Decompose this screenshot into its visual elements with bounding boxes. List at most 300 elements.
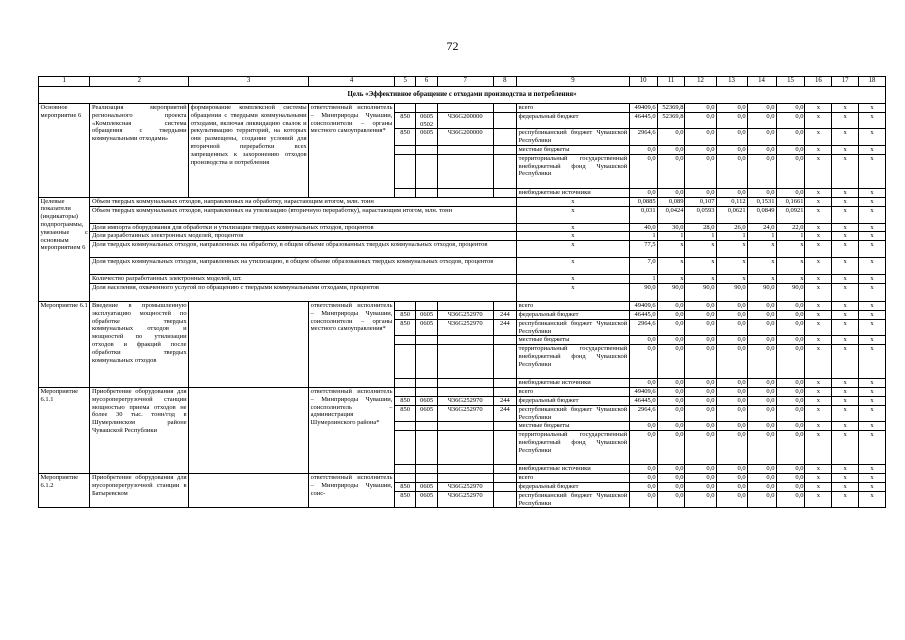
program-table <box>38 76 886 508</box>
value-cell: 0,0921 <box>776 206 805 223</box>
indicator-name: Количество разработанных электронных моделей, шт. <box>90 275 517 284</box>
value-cell: x <box>859 232 886 241</box>
value-cell: 0,0 <box>685 104 716 113</box>
value-cell: 0,0 <box>629 465 657 474</box>
value-cell: x <box>859 396 886 405</box>
value-cell: x <box>832 145 859 154</box>
value-cell: 0,0 <box>685 154 716 188</box>
funding-source: республиканский бюджет Чувашской Республики <box>518 319 628 335</box>
value-cell: x <box>805 232 832 241</box>
value-cell: 0,0 <box>657 379 685 388</box>
funding-source: республиканский бюджет Чувашской Республики <box>518 405 628 421</box>
value-cell: 1 <box>776 232 805 241</box>
code-cell: 244 <box>493 319 517 336</box>
value-cell: 52369,8 <box>657 104 685 113</box>
value-cell: x <box>832 283 859 301</box>
value-cell: x <box>832 188 859 197</box>
code-cell <box>493 379 517 388</box>
code-cell <box>493 387 517 396</box>
value-cell: x <box>859 422 886 431</box>
indicator-row <box>39 241 886 258</box>
funding-source: федеральный бюджет <box>517 112 630 129</box>
indicator-marker: x <box>517 232 630 241</box>
column-number: 2 <box>90 77 189 87</box>
value-cell: x <box>859 465 886 474</box>
value-cell: x <box>859 223 886 232</box>
value-cell: 0,0 <box>657 405 685 422</box>
value-cell: 0,0 <box>747 396 776 405</box>
value-cell: 0,0 <box>747 104 776 113</box>
code-cell <box>493 345 517 379</box>
value-cell: x <box>832 473 859 482</box>
value-cell: x <box>716 241 747 258</box>
code-cell <box>416 188 437 197</box>
value-cell: 0,0 <box>747 154 776 188</box>
value-cell: 90,0 <box>747 283 776 301</box>
value-cell: 46445,0 <box>629 396 657 405</box>
funding-source: республиканский бюджет Чувашской Республики <box>518 491 628 507</box>
code-cell <box>437 473 493 482</box>
event-label: Мероприятие 6.1 <box>39 301 90 387</box>
value-cell: 0,0 <box>685 422 716 431</box>
value-cell: 0,0 <box>657 154 685 188</box>
value-cell: 0,0 <box>716 319 747 336</box>
code-cell: 850 <box>394 129 415 146</box>
indicator-marker: x <box>517 275 630 284</box>
code-cell: 850 <box>394 112 415 129</box>
code-cell: 850 <box>394 482 415 491</box>
value-cell: x <box>657 275 685 284</box>
value-cell: x <box>716 275 747 284</box>
value-cell: x <box>805 104 832 113</box>
value-cell: x <box>859 301 886 310</box>
value-cell: x <box>859 379 886 388</box>
value-cell: x <box>776 258 805 275</box>
value-cell: x <box>859 197 886 206</box>
code-cell: 850 <box>394 491 415 508</box>
value-cell: 0,0 <box>657 310 685 319</box>
value-cell: x <box>805 145 832 154</box>
value-cell: 0,0 <box>776 154 805 188</box>
code-cell <box>394 473 415 482</box>
code-cell <box>394 465 415 474</box>
value-cell: x <box>859 283 886 301</box>
value-cell: x <box>832 336 859 345</box>
code-cell: Ч36G200000 <box>437 129 493 146</box>
value-cell: 0,0424 <box>657 206 685 223</box>
value-cell: 2964,6 <box>629 129 657 146</box>
column-number: 16 <box>805 77 832 87</box>
code-cell <box>437 379 493 388</box>
value-cell: 0,031 <box>629 206 657 223</box>
column-number-row <box>39 77 886 87</box>
value-cell: x <box>859 129 886 146</box>
code-cell <box>437 336 493 345</box>
value-cell: x <box>832 465 859 474</box>
column-number: 6 <box>416 77 437 87</box>
value-cell: 0,0 <box>685 336 716 345</box>
value-cell: 0,0 <box>776 465 805 474</box>
value-cell: x <box>859 241 886 258</box>
value-cell: 0,0 <box>629 422 657 431</box>
value-cell: x <box>685 258 716 275</box>
column-number: 10 <box>629 77 657 87</box>
value-cell: x <box>832 301 859 310</box>
event-name: Реализация мероприятий регионального проекта «Комплексная система обращения с твердыми коммунальными отходами» <box>90 104 189 198</box>
value-cell: 0,0 <box>629 336 657 345</box>
value-cell: 0,0 <box>747 405 776 422</box>
indicator-row <box>39 275 886 284</box>
code-cell: Ч36G252970 <box>437 491 493 508</box>
event-name: Введение в промышленную эксплуатацию мощностей по обработке твердых коммунальных отходов и мощностей по утилизации отходов и фракций после обработки твердых коммунальных отходов <box>90 301 189 387</box>
value-cell: 0,0 <box>776 301 805 310</box>
column-number: 15 <box>776 77 805 87</box>
value-cell: x <box>832 241 859 258</box>
column-number: 9 <box>517 77 630 87</box>
code-cell <box>394 188 415 197</box>
value-cell: x <box>832 310 859 319</box>
value-cell: 0,112 <box>716 197 747 206</box>
value-cell: 1 <box>657 232 685 241</box>
value-cell: x <box>805 396 832 405</box>
code-cell <box>437 145 493 154</box>
code-cell: 244 <box>493 310 517 319</box>
value-cell: 24,0 <box>747 223 776 232</box>
value-cell: x <box>776 275 805 284</box>
value-cell: x <box>859 405 886 422</box>
code-cell: 0605 <box>416 482 437 491</box>
value-cell: 46445,0 <box>629 112 657 129</box>
value-cell: x <box>832 258 859 275</box>
value-cell: 0,0 <box>629 473 657 482</box>
column-number: 1 <box>39 77 90 87</box>
value-cell: 0,0 <box>629 482 657 491</box>
value-cell: 0,0 <box>776 319 805 336</box>
code-cell <box>437 345 493 379</box>
code-cell: 244 <box>493 396 517 405</box>
value-cell: x <box>805 473 832 482</box>
code-cell: Ч36G200000 <box>437 112 493 129</box>
value-cell: 0,0 <box>629 154 657 188</box>
value-cell: 0,0 <box>776 188 805 197</box>
event-executor: ответственный исполнитель – Минприроды Чувашии, соисполнители – органы местного самоуправления* <box>309 104 395 198</box>
value-cell: x <box>657 241 685 258</box>
value-cell: x <box>832 345 859 379</box>
value-cell: 0,0 <box>716 154 747 188</box>
value-cell: x <box>805 422 832 431</box>
code-cell: 850 <box>394 396 415 405</box>
indicator-name: Доля разработанных электронных моделей, процентов <box>90 232 517 241</box>
column-number: 7 <box>437 77 493 87</box>
value-cell: 0,0 <box>657 345 685 379</box>
value-cell: 0,0 <box>747 387 776 396</box>
value-cell: 0,0 <box>716 431 747 465</box>
value-cell: x <box>832 431 859 465</box>
value-cell: 1 <box>747 232 776 241</box>
funding-row <box>39 104 886 113</box>
column-number: 12 <box>685 77 716 87</box>
value-cell: 0,0 <box>716 336 747 345</box>
value-cell: 0,0 <box>747 188 776 197</box>
value-cell: x <box>832 319 859 336</box>
page-number: 72 <box>446 39 459 53</box>
value-cell: 0,107 <box>685 197 716 206</box>
value-cell: 26,0 <box>716 223 747 232</box>
value-cell: x <box>859 145 886 154</box>
code-cell <box>416 301 437 310</box>
event-label: Мероприятие 6.1.1 <box>39 387 90 473</box>
value-cell: x <box>716 258 747 275</box>
column-number: 8 <box>493 77 517 87</box>
value-cell: x <box>805 345 832 379</box>
funding-row <box>39 387 886 396</box>
indicator-row <box>39 258 886 275</box>
event-label: Мероприятие 6.1.2 <box>39 473 90 507</box>
code-cell <box>394 301 415 310</box>
value-cell: 0,0 <box>776 387 805 396</box>
value-cell: 0,0 <box>716 112 747 129</box>
value-cell: 22,0 <box>776 223 805 232</box>
value-cell: 49409,6 <box>629 301 657 310</box>
code-cell <box>416 387 437 396</box>
indicator-marker: x <box>517 197 630 206</box>
code-cell <box>394 422 415 431</box>
value-cell: x <box>832 422 859 431</box>
indicator-name: Доля населения, охваченного услугой по обращению с твердыми коммунальными отходами, процентов <box>90 283 517 301</box>
value-cell: x <box>859 310 886 319</box>
value-cell: x <box>805 241 832 258</box>
code-cell <box>394 431 415 465</box>
value-cell: x <box>859 319 886 336</box>
funding-source: всего <box>517 473 630 482</box>
code-cell: 0605 <box>416 396 437 405</box>
value-cell: 0,0 <box>776 104 805 113</box>
value-cell: x <box>832 154 859 188</box>
value-cell: x <box>805 258 832 275</box>
value-cell: x <box>805 431 832 465</box>
indicator-marker: x <box>517 258 630 275</box>
value-cell: 0,0 <box>685 145 716 154</box>
value-cell: x <box>805 275 832 284</box>
value-cell: 0,0 <box>629 491 657 508</box>
event-name: Приобретение оборудования для мусороперегрузочной станции мощностью приема отходов не более 30 тыс. тонн/год в Шумерлинском районе Чувашской Республики <box>90 387 189 473</box>
value-cell: x <box>859 473 886 482</box>
event-description: формирование комплексной системы обращения с твердыми коммунальными отходами, включая ликвидацию свалок и рекультивацию территорий, на которых они размещены, создание условий для вторичной переработки всех запрещенных к захоронению отходов производства и потребления <box>189 104 309 198</box>
value-cell: 52369,8 <box>657 112 685 129</box>
value-cell: x <box>657 258 685 275</box>
value-cell: 0,0 <box>685 473 716 482</box>
value-cell: 0,0 <box>685 301 716 310</box>
value-cell: 0,0 <box>685 405 716 422</box>
code-cell <box>416 154 437 188</box>
value-cell: 0,0 <box>657 491 685 508</box>
value-cell: 0,0 <box>657 129 685 146</box>
value-cell: x <box>805 112 832 129</box>
value-cell: 0,0 <box>776 145 805 154</box>
value-cell: 0,0 <box>716 345 747 379</box>
value-cell: x <box>747 241 776 258</box>
value-cell: x <box>805 129 832 146</box>
code-cell <box>394 145 415 154</box>
value-cell: 0,0 <box>657 188 685 197</box>
value-cell: x <box>859 154 886 188</box>
value-cell: 0,0 <box>716 145 747 154</box>
code-cell: 244 <box>493 405 517 422</box>
value-cell: 7,0 <box>629 258 657 275</box>
value-cell: 0,0 <box>685 465 716 474</box>
code-cell: Ч36G252970 <box>437 482 493 491</box>
value-cell: 0,0593 <box>685 206 716 223</box>
value-cell: 0,1661 <box>776 197 805 206</box>
code-cell <box>394 336 415 345</box>
value-cell: x <box>747 258 776 275</box>
code-cell: 0605 <box>416 319 437 336</box>
column-number: 18 <box>859 77 886 87</box>
value-cell: 0,0 <box>685 129 716 146</box>
value-cell: 0,0 <box>747 482 776 491</box>
value-cell: x <box>832 197 859 206</box>
value-cell: 0,0 <box>657 396 685 405</box>
code-cell <box>493 491 517 508</box>
value-cell: 0,0 <box>685 379 716 388</box>
indicator-row <box>39 197 886 206</box>
value-cell: 77,5 <box>629 241 657 258</box>
value-cell: 0,0 <box>747 491 776 508</box>
code-cell <box>437 154 493 188</box>
indicators-label: Целевые показатели (индикаторы) подпрограммы, увязанные с основным мероприятием 6 <box>39 197 90 301</box>
value-cell: x <box>805 310 832 319</box>
value-cell: x <box>805 301 832 310</box>
code-cell <box>437 104 493 113</box>
funding-source: федеральный бюджет <box>517 482 630 491</box>
funding-source: внебюджетные источники <box>517 379 630 388</box>
value-cell: x <box>859 345 886 379</box>
funding-row <box>39 301 886 310</box>
code-cell <box>493 129 517 146</box>
value-cell: x <box>859 387 886 396</box>
value-cell: 0,0 <box>629 145 657 154</box>
value-cell: x <box>832 112 859 129</box>
value-cell: 0,0 <box>657 473 685 482</box>
value-cell: x <box>805 223 832 232</box>
value-cell: 0,0849 <box>747 206 776 223</box>
event-description <box>189 473 309 507</box>
value-cell: 0,0 <box>716 310 747 319</box>
code-cell: 0605 <box>416 129 437 146</box>
value-cell: 0,0 <box>776 482 805 491</box>
value-cell: x <box>805 387 832 396</box>
code-cell <box>493 301 517 310</box>
code-cell: Ч36G252970 <box>437 310 493 319</box>
value-cell: 0,0 <box>776 129 805 146</box>
value-cell: 0,0 <box>747 473 776 482</box>
funding-source: внебюджетные источники <box>517 188 630 197</box>
code-cell: 850 <box>394 319 415 336</box>
event-executor: ответственный исполнитель – Минприроды Чувашии, соис- <box>309 473 395 507</box>
code-cell <box>394 345 415 379</box>
code-cell <box>416 379 437 388</box>
indicator-marker: x <box>517 206 630 223</box>
value-cell: x <box>832 104 859 113</box>
value-cell: 0,0 <box>776 491 805 508</box>
code-cell <box>493 336 517 345</box>
funding-source: территориальный государственный внебюджетный фонд Чувашской Республики <box>517 154 630 188</box>
code-cell <box>416 104 437 113</box>
value-cell: 0,0621 <box>716 206 747 223</box>
funding-source: федеральный бюджет <box>517 310 630 319</box>
code-cell <box>437 188 493 197</box>
value-cell: 0,0 <box>747 422 776 431</box>
value-cell: x <box>805 465 832 474</box>
value-cell: x <box>859 258 886 275</box>
value-cell: 90,0 <box>716 283 747 301</box>
code-cell <box>437 301 493 310</box>
column-number: 14 <box>747 77 776 87</box>
code-cell: 850 <box>394 405 415 422</box>
code-cell <box>437 465 493 474</box>
indicator-marker: x <box>517 283 630 301</box>
value-cell: 0,0 <box>716 188 747 197</box>
indicator-name: Доля твердых коммунальных отходов, направленных на обработку, в общем объеме образованных твердых коммунальных отходов, процентов <box>90 241 517 258</box>
code-cell <box>493 145 517 154</box>
value-cell: 2964,6 <box>629 405 657 422</box>
value-cell: 0,0 <box>657 482 685 491</box>
code-cell: 850 <box>394 310 415 319</box>
value-cell: x <box>859 104 886 113</box>
value-cell: 0,0 <box>747 336 776 345</box>
code-cell <box>493 188 517 197</box>
value-cell: x <box>832 491 859 508</box>
goal-row <box>39 87 886 104</box>
value-cell: 0,0 <box>716 405 747 422</box>
value-cell: 0,0 <box>776 405 805 422</box>
value-cell: 0,0 <box>747 145 776 154</box>
code-cell <box>493 465 517 474</box>
value-cell: x <box>832 275 859 284</box>
value-cell: 0,0 <box>747 379 776 388</box>
value-cell: 0,0 <box>657 319 685 336</box>
value-cell: 0,0 <box>629 431 657 465</box>
value-cell: x <box>805 283 832 301</box>
value-cell: 90,0 <box>629 283 657 301</box>
code-cell: Ч36G252970 <box>437 396 493 405</box>
value-cell: 0,0 <box>657 465 685 474</box>
value-cell: x <box>805 197 832 206</box>
value-cell: 0,0 <box>776 345 805 379</box>
value-cell: x <box>805 482 832 491</box>
value-cell: x <box>805 336 832 345</box>
value-cell: 0,0 <box>716 104 747 113</box>
code-cell <box>394 104 415 113</box>
code-cell <box>416 145 437 154</box>
value-cell: 30,0 <box>657 223 685 232</box>
value-cell: 0,0885 <box>629 197 657 206</box>
value-cell: 0,0 <box>776 112 805 129</box>
value-cell: x <box>832 379 859 388</box>
value-cell: 90,0 <box>685 283 716 301</box>
value-cell: 0,0 <box>776 310 805 319</box>
funding-source: всего <box>517 104 630 113</box>
indicator-name: Объем твердых коммунальных отходов, направленных на обработку, нарастающим итогом, млн. тонн <box>90 197 517 206</box>
value-cell: x <box>685 275 716 284</box>
value-cell: x <box>832 129 859 146</box>
value-cell: x <box>832 405 859 422</box>
column-number: 5 <box>394 77 415 87</box>
code-cell <box>437 431 493 465</box>
value-cell: x <box>832 387 859 396</box>
funding-source: всего <box>517 301 630 310</box>
column-number: 17 <box>832 77 859 87</box>
